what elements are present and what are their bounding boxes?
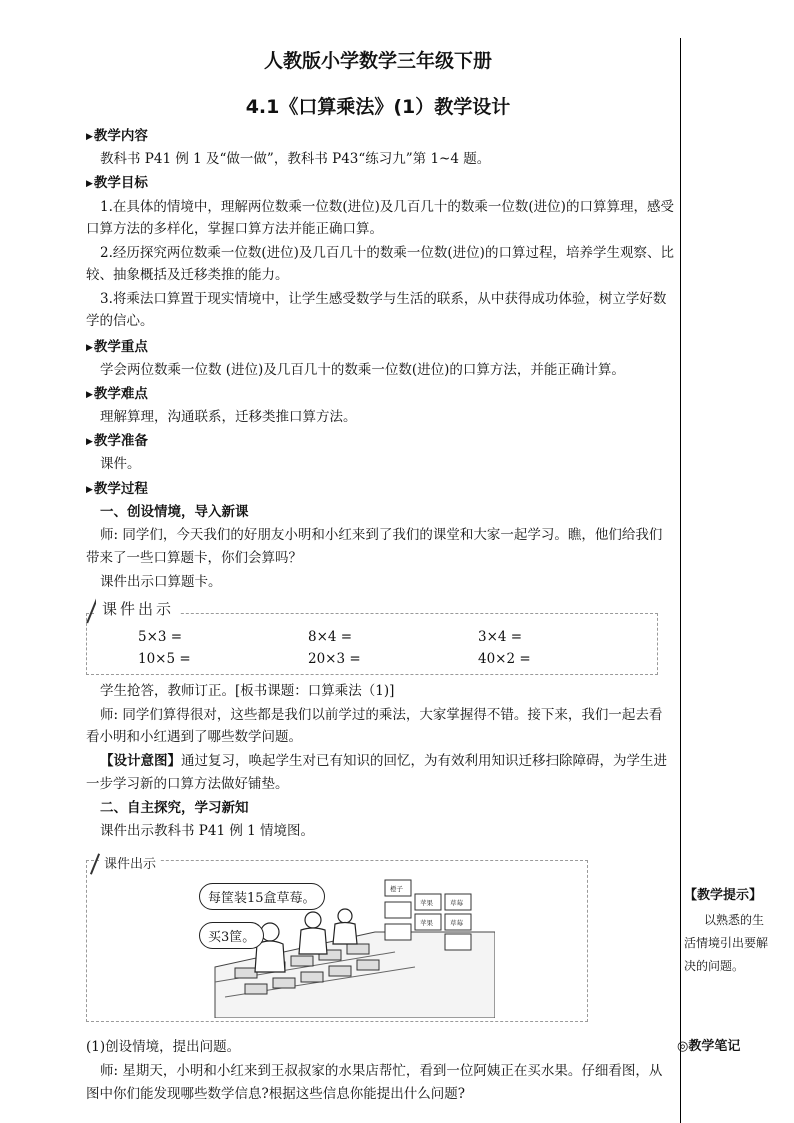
- section-content-head: ▶教学内容: [86, 128, 148, 144]
- p1-line2: 带来了一些口算题卡，你们会算吗？: [86, 550, 302, 566]
- p6-line2: 图中你们能发现哪些数学信息?根据这些信息你能提出什么问题?: [86, 1086, 465, 1102]
- section-key-head: ▶教学重点: [86, 339, 148, 355]
- goal1-line2: 口算方法的多样化，掌握口算方法并能正确口算。: [86, 221, 383, 237]
- teaching-tip-line2: 活情境引出要解: [684, 936, 769, 950]
- courseware-image-label: 课件出示: [100, 853, 160, 872]
- teaching-notes-head: ◎教学笔记: [677, 1039, 741, 1054]
- crate-label-3: 苹果: [420, 919, 433, 927]
- crate-label-4: 草莓: [450, 919, 463, 927]
- section-difficulty-head: ▶教学难点: [86, 386, 148, 402]
- equation: 40×2 =: [478, 651, 531, 667]
- design-intent-line2: 一步学习新的口算方法做好铺垫。: [86, 776, 289, 792]
- p2: 学生抢答，教师订正。[板书课题：口算乘法（1)]: [100, 683, 395, 699]
- p4: 课件出示教科书 P41 例 1 情境图。: [100, 823, 315, 839]
- equation: 8×4 =: [308, 629, 353, 645]
- p6-line1: 师: 星期天，小明和小红来到王叔叔家的水果店帮忙，看到一位阿姨正在买水果。仔细看图，从: [100, 1063, 663, 1079]
- equation: 20×3 =: [308, 651, 361, 667]
- part2-head: 二、自主探究，学习新知: [100, 800, 249, 816]
- p3-line1: 师: 同学们算得很对，这些都是我们以前学过的乘法，大家掌握得不错。接下来，我们一起去看: [100, 707, 663, 723]
- speech-bubble-2: 买3筐。: [199, 922, 264, 949]
- teaching-tip-head: 【教学提示】: [684, 888, 763, 903]
- margin-divider: [680, 38, 681, 1123]
- part1-head: 一、创设情境，导入新课: [100, 504, 249, 520]
- p5: (1)创设情境，提出问题。: [86, 1039, 241, 1055]
- section-goals-head: ▶教学目标: [86, 175, 148, 191]
- courseware-label: 课件出示: [96, 598, 180, 619]
- goal3-line1: 3.将乘法口算置于现实情境中，让学生感受数学与生活的联系，从中获得成功体验，树立学好数: [100, 291, 667, 307]
- key-text: 学会两位数乘一位数 (进位)及几百几十的数乘一位数(进位)的口算方法，并能正确计算。: [100, 362, 625, 378]
- speech-bubble-1: 每筐装15盒草莓。: [199, 883, 325, 910]
- difficulty-text: 理解算理，沟通联系，迁移类推口算方法。: [100, 409, 357, 425]
- section-prep-head: ▶教学准备: [86, 433, 148, 449]
- crate-label-2: 草莓: [450, 899, 463, 907]
- goal2-line1: 2.经历探究两位数乘一位数(进位)及几百几十的数乘一位数(进位)的口算过程，培养学生观察、比: [100, 245, 674, 261]
- goal3-line2: 学的信心。: [86, 313, 154, 329]
- p3-line2: 看小明和小红遇到了哪些数学问题。: [86, 729, 302, 745]
- crate-label-0: 橙子: [390, 885, 403, 893]
- teaching-tip-line1: 以熟悉的生: [704, 913, 765, 927]
- equation: 10×5 =: [138, 651, 191, 667]
- teaching-tip-line3: 决的问题。: [684, 959, 745, 973]
- p1-line3: 课件出示口算题卡。: [100, 574, 222, 590]
- prep-text: 课件。: [100, 456, 141, 472]
- equation: 3×4 =: [478, 629, 523, 645]
- design-intent: 【设计意图】通过复习，唤起学生对已有知识的回忆，为有效利用知识迁移扫除障碍，为学生进: [100, 753, 667, 769]
- content-text: 教科书 P41 例 1 及“做一做”，教科书 P43“练习九”第 1~4 题。: [100, 151, 491, 167]
- goal1-line1: 1.在具体的情境中，理解两位数乘一位数(进位)及几百几十的数乘一位数(进位)的口算算理，感受: [100, 199, 674, 215]
- goal2-line2: 较、抽象概括及迁移类推的能力。: [86, 267, 289, 283]
- section-process-head: ▶教学过程: [86, 481, 148, 497]
- equation: 5×3 =: [138, 629, 183, 645]
- doc-title: 人教版小学数学三年级下册: [263, 50, 492, 72]
- crate-label-1: 苹果: [420, 899, 433, 907]
- doc-subtitle: 4.1《口算乘法》(1）教学设计: [245, 96, 511, 118]
- p1-line1: 师: 同学们，今天我们的好朋友小明和小红来到了我们的课堂和大家一起学习。瞧，他们给我们: [100, 527, 663, 543]
